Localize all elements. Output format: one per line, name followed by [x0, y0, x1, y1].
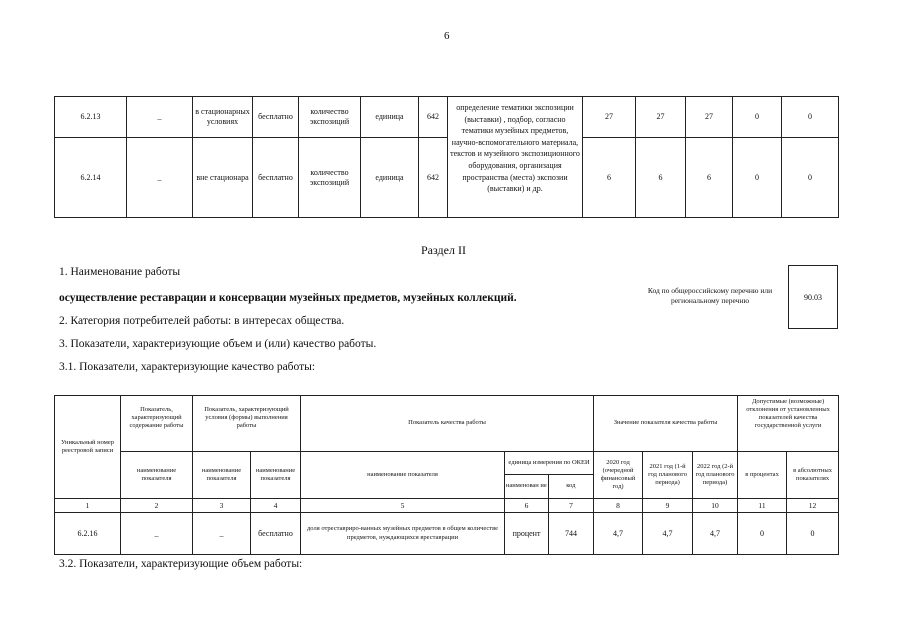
- volume-indicators-heading: 3.2. Показатели, характеризующие объем работы:: [59, 558, 303, 570]
- column-number: 1: [55, 499, 121, 513]
- services-volume-table: [54, 96, 839, 218]
- subheader-dev-absolute: в абсолютных показателях: [787, 452, 839, 499]
- subheader-unit-code: код: [566, 482, 576, 490]
- payment-form: бесплатно: [253, 97, 299, 138]
- code-label: Код по общероссийскому перечню или региональному перечню: [647, 286, 773, 306]
- content-indicator: _: [127, 138, 193, 218]
- column-number: 6: [505, 499, 549, 513]
- work-description: определение тематики экспозиции (выставки) , подбор, согласно тематики музейных предметов, научно-вспомогательного материала, текстов и музейного экспозиционного оборудования, организация пространства (места) экспозии (выставки) и др.: [448, 97, 583, 218]
- value-2020: 27: [583, 97, 636, 138]
- unit-name: процент: [505, 513, 549, 555]
- column-number: 2: [121, 499, 193, 513]
- column-number-row: [55, 499, 839, 513]
- column-number: 8: [594, 499, 643, 513]
- value-2020: 6: [583, 138, 636, 218]
- subheader-quality-name: наименование показателя: [301, 452, 505, 499]
- code-box: [788, 265, 838, 329]
- unit-name: единица: [361, 138, 419, 218]
- unit-code: 744: [549, 513, 594, 555]
- unit-name: единица: [361, 97, 419, 138]
- column-number: 4: [251, 499, 301, 513]
- section-title: Раздел II: [421, 243, 466, 257]
- table-row: [55, 138, 839, 218]
- column-number: 5: [301, 499, 505, 513]
- consumer-category: 2. Категория потребителей работы: в интересах общества.: [59, 315, 345, 327]
- content-indicator: _: [121, 513, 193, 555]
- deviation-percent: 0: [738, 513, 787, 555]
- deviation-absolute: 0: [782, 97, 839, 138]
- column-number: 10: [693, 499, 738, 513]
- registry-number: 6.2.14: [55, 138, 127, 218]
- subheader-2022: 2022 год (2-й год планового периода): [693, 452, 738, 499]
- subheader-unit: [505, 452, 594, 499]
- subheader-row: [55, 452, 839, 499]
- header-values: Значение показателя качества работы: [594, 396, 738, 452]
- table-row: [55, 97, 839, 138]
- value-2021: 27: [636, 97, 686, 138]
- unit-code: 642: [419, 97, 448, 138]
- registry-number: 6.2.13: [55, 97, 127, 138]
- column-number: 3: [193, 499, 251, 513]
- subheader-content-name: наименование показателя: [121, 452, 193, 499]
- subheader-unit-title: единица измерения по ОКЕИ: [505, 452, 593, 475]
- page-number: 6: [444, 30, 450, 42]
- header-conditions: Показатель, характеризующий условия (формы) выполнения работы: [193, 396, 301, 452]
- indicators-heading: 3. Показатели, характеризующие объем и (или) качество работы.: [59, 338, 377, 350]
- deviation-percent: 0: [733, 97, 782, 138]
- subheader-unit-name: наименован ие: [505, 475, 549, 498]
- table-row: [55, 513, 839, 555]
- header-row: [55, 396, 839, 452]
- quality-indicators-table: [54, 395, 839, 555]
- value-2022: 4,7: [693, 513, 738, 555]
- value-2021: 6: [636, 138, 686, 218]
- value-2022: 6: [686, 138, 733, 218]
- deviation-absolute: 0: [787, 513, 839, 555]
- subheader-2020: 2020 год (очередной финансовый год): [594, 452, 643, 499]
- deviation-absolute: 0: [782, 138, 839, 218]
- quality-indicator: доля отреставриро-ванных музейных предметов в общем количестве предметов, нуждающихся вреставрации: [301, 513, 505, 555]
- work-name-label: 1. Наименование работы: [59, 266, 181, 278]
- header-quality: Показатель качества работы: [301, 396, 594, 452]
- value-2021: 4,7: [643, 513, 693, 555]
- deviation-percent: 0: [733, 138, 782, 218]
- payment-form: бесплатно: [251, 513, 301, 555]
- column-number: 7: [549, 499, 594, 513]
- header-deviation: Допустимые (возможные) отклонения от установленных показателей качества государственной услуги: [738, 396, 839, 452]
- header-unique-number: Уникальный номер реестровой записи: [55, 396, 121, 499]
- work-name: осуществление реставрации и консервации музейных предметов, музейных коллекций.: [59, 292, 517, 304]
- value-2020: 4,7: [594, 513, 643, 555]
- condition-indicator: _: [193, 513, 251, 555]
- unit-code: 642: [419, 138, 448, 218]
- volume-indicator: количество экспозиций: [299, 97, 361, 138]
- column-number: 11: [738, 499, 787, 513]
- code-value: 90.03: [804, 292, 822, 302]
- volume-indicator: количество экспозиций: [299, 138, 361, 218]
- subheader-condition-name: наименование показателя: [193, 452, 251, 499]
- condition-indicator: вне стационара: [193, 138, 253, 218]
- registry-number: 6.2.16: [55, 513, 121, 555]
- subheader-dev-percent: в процентах: [738, 452, 787, 499]
- quality-indicators-heading: 3.1. Показатели, характеризующие качество работы:: [59, 361, 316, 373]
- condition-indicator: в стационарных условиях: [193, 97, 253, 138]
- payment-form: бесплатно: [253, 138, 299, 218]
- header-content: Показатель, характеризующий содержание работы: [121, 396, 193, 452]
- column-number: 9: [643, 499, 693, 513]
- subheader-condition-name: наименование показателя: [251, 452, 301, 499]
- content-indicator: _: [127, 97, 193, 138]
- value-2022: 27: [686, 97, 733, 138]
- subheader-2021: 2021 год (1-й год планового периода): [643, 452, 693, 499]
- column-number: 12: [787, 499, 839, 513]
